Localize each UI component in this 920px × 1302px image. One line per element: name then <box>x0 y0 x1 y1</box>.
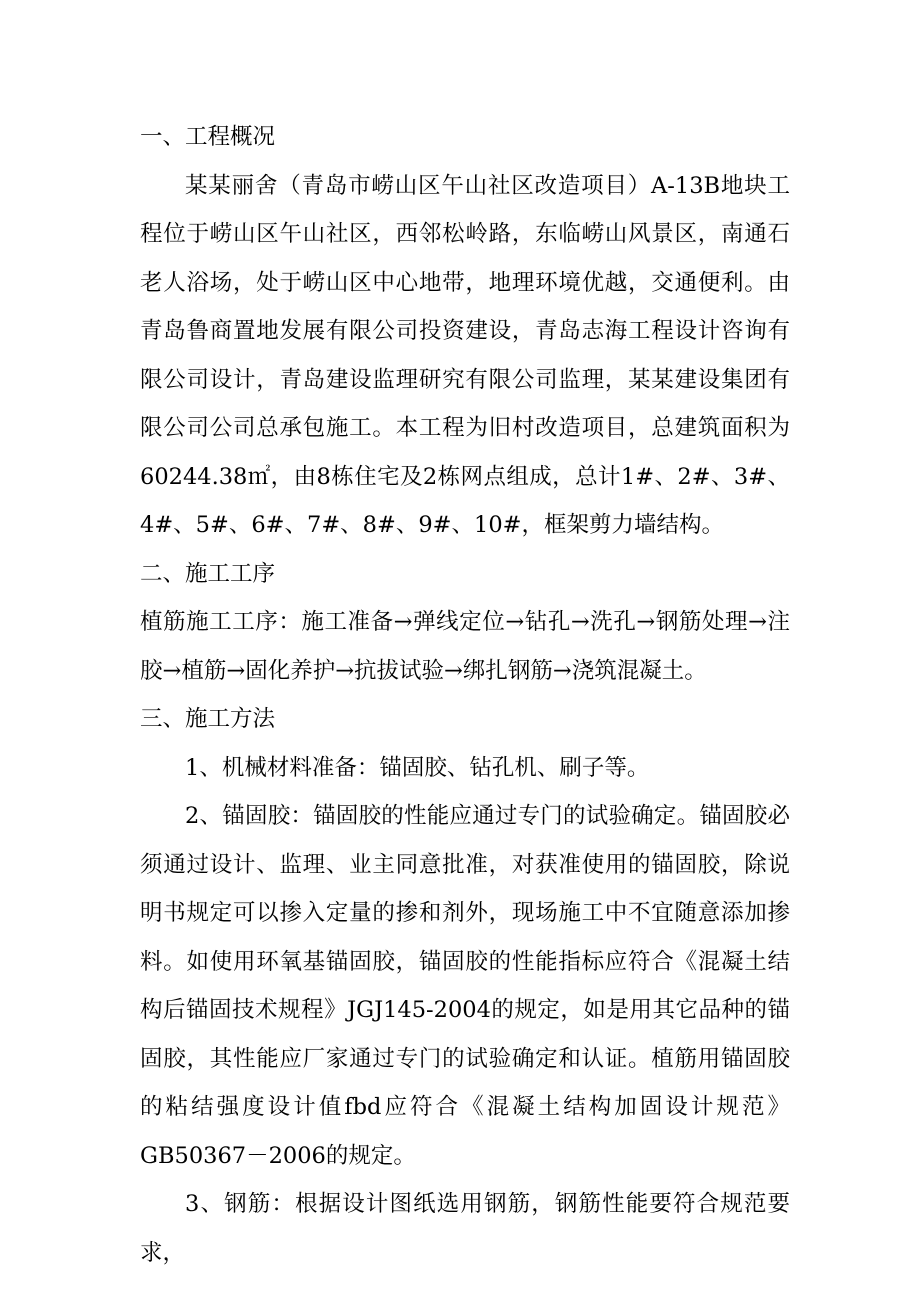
paragraph-materials-prep: 1、机械材料准备：锚固胶、钻孔机、刷子等。 <box>185 754 650 781</box>
section-heading-procedure: 二、施工工序 <box>140 560 276 587</box>
paragraph-anchor-glue: 2、锚固胶：锚固胶的性能应通过专门的试验确定。锚固胶必须通过设计、监理、业主同意批准，对获准使用的锚固胶，除说明书规定可以掺入定量的掺和剂外，现场施工中不宜随意添加掺料。如使用环氧基锚固胶，锚固胶的性能指标应符合《混凝土结构后锚固技术规程》JGJ145-2004的规定，如是用其它品种的锚固胶，其性能应厂家通过专门的试验确定和认证。植筋用锚固胶的粘结强度设计值fbd应符合《混凝土结构加固设计规范》GB50367－2006的规定。 <box>140 803 790 1169</box>
section-heading-overview: 一、工程概况 <box>140 124 276 150</box>
section-heading-method: 三、施工方法 <box>140 706 276 732</box>
paragraph-rebar: 3、钢筋：根据设计图纸选用钢筋，钢筋性能要符合规范要求， <box>140 1191 790 1266</box>
paragraph-procedure-steps: 植筋施工工序：施工准备→弹线定位→钻孔→洗孔→钢筋处理→注胶→植筋→固化养护→抗拔试验→绑扎钢筋→浇筑混凝土。 <box>140 609 790 684</box>
paragraph-project-overview: 某某丽舍（青岛市崂山区午山社区改造项目）A-13B地块工程位于崂山区午山社区，西邻松岭路，东临崂山风景区，南通石老人浴场，处于崂山区中心地带，地理环境优越，交通便利。由青岛鲁商置地发展有限公司投资建设，青岛志海工程设计咨询有限公司设计，青岛建设监理研究有限公司监理，某某建设集团有限公司公司总承包施工。本工程为旧村改造项目，总建筑面积为60244.38㎡，由8栋住宅及2栋网点组成，总计1#、2#、3#、4#、5#、6#、7#、8#、9#、10#，框架剪力墙结构。 <box>140 172 790 538</box>
document-body <box>140 113 790 1277</box>
